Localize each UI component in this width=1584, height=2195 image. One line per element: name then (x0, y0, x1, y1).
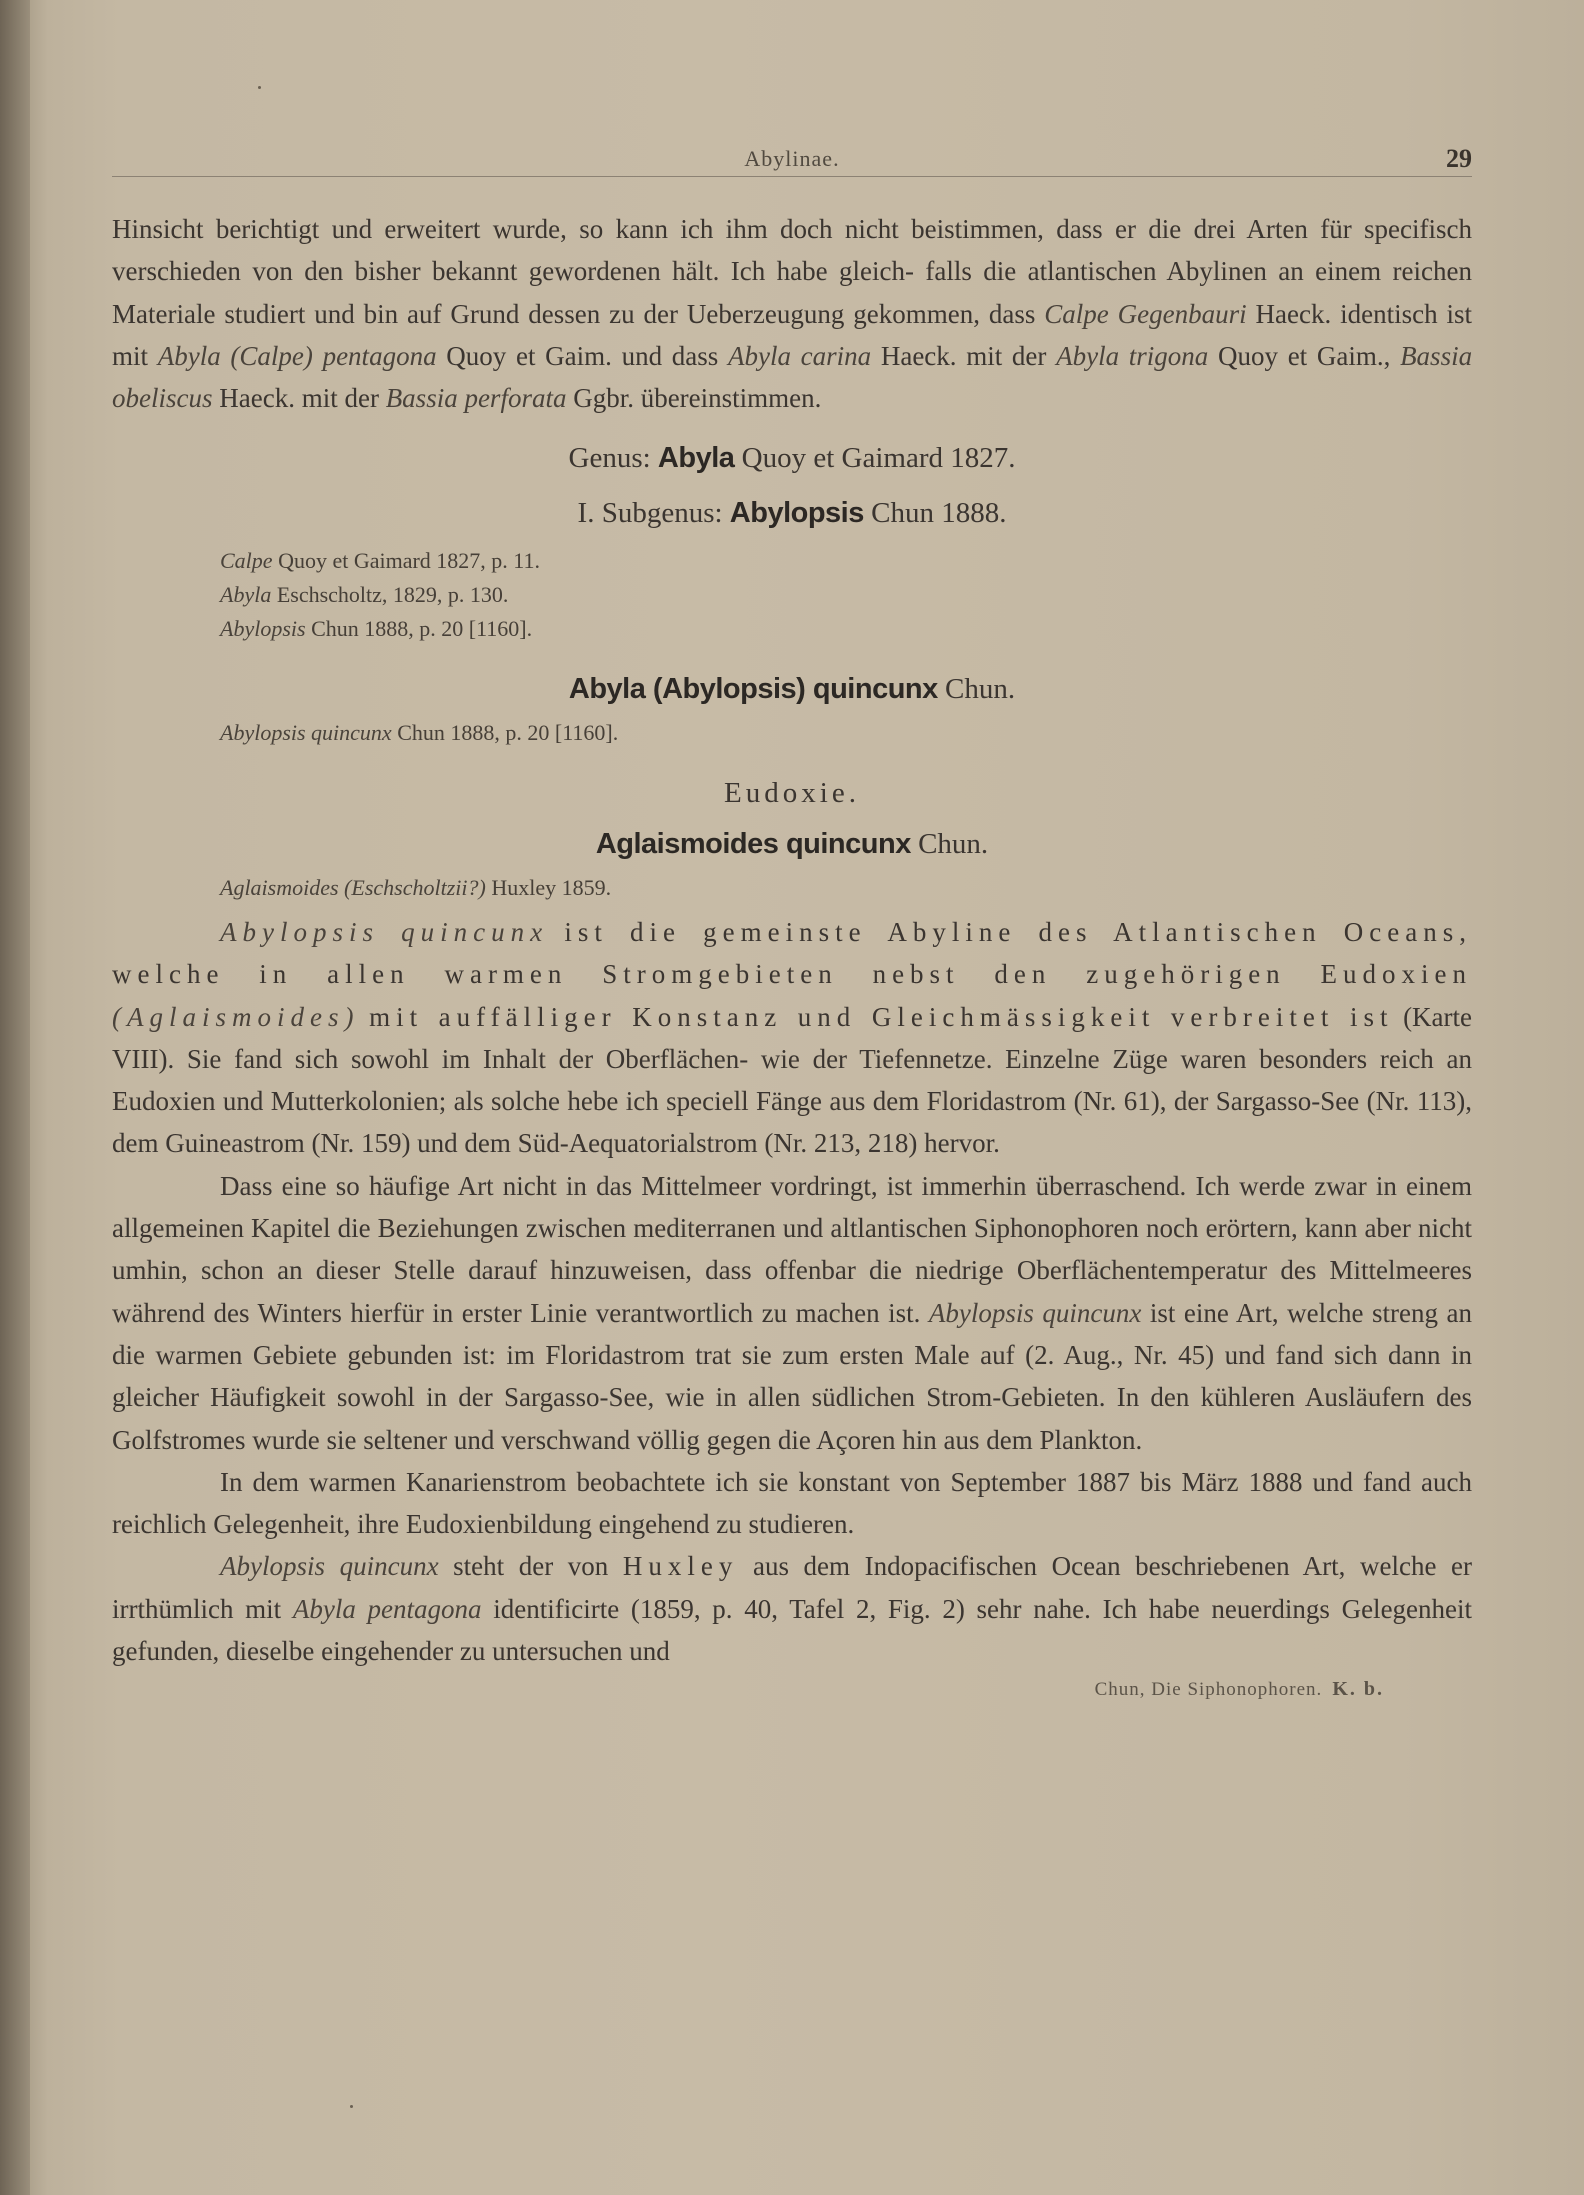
synonym-entry: Abyla Eschscholtz, 1829, p. 130. (220, 582, 509, 608)
speck (258, 86, 261, 89)
synonym-entry: Calpe Quoy et Gaimard 1827, p. 11. (220, 548, 540, 574)
subgenus-heading: I. Subgenus: Abylopsis Chun 1888. (577, 496, 1007, 529)
paragraph-4: Abylopsis quincunx steht der von Huxley aus dem Indopacifischen Ocean beschriebenen Art, welche er irrthümlich mit Abyla pentagona identificirte (1859, p. 40, Tafel 2, Fig. 2) sehr nahe. Ich habe neuerdings Gelegenheit gefunden, dieselbe eingehender zu untersuchen und (112, 1551, 1473, 1667)
intro-paragraph: Hinsicht berichtigt und erweitert wurde, so kann ich ihm doch nicht beistimmen, dass er die drei Arten für specifisch verschieden von den bisher bekannt gewordenen hält. Ich habe gleich- falls die atlantischen Abylinen an einem reichen Materiale studiert und bin auf Grund dessen zu der Ueberzeugung gekommen, dass Calpe Gegenbauri Haeck. identisch ist mit Abyla (Calpe) pentagona Quoy et Gaim. und dass Abyla carina Haeck. mit der Abyla trigona Quoy et Gaim., Bassia obeliscus Haeck. mit der Bassia perforata Ggbr. übereinstimmen. (112, 214, 1473, 414)
footer-signature: Chun, Die Siphonophoren. K. b. (1094, 1678, 1384, 1701)
paragraph-3: In dem warmen Kanarienstrom beobachtete ich sie konstant von September 1887 bis März 1888 und fand auch reichlich Gelegenheit, ihre Eudoxienbildung eingehend zu studieren. (112, 1466, 1472, 1540)
species-heading: Abyla (Abylopsis) quincunx Chun. (568, 673, 1016, 706)
page-number: 29 (1446, 144, 1472, 173)
page-header (112, 146, 1472, 182)
page-body (112, 208, 1472, 1705)
aglaismoides-heading: Aglaismoides quincunx Chun. (595, 827, 989, 860)
synonym-list (220, 544, 1472, 646)
running-title: Abylinae. (744, 146, 840, 171)
eudoxie-heading: Eudoxie. (724, 777, 860, 810)
paragraph-1: Abylopsis quincunx ist die gemeinste Abyline des Atlantischen Oceans, welche in allen warmen Stromgebieten nebst den zugehörigen Eudoxien (Aglaismoides) mit auffälliger Konstanz und Gleichmässigkeit verbreitet ist (Karte VIII). Sie fand sich sowohl im Inhalt der Oberflächen- wie der Tiefennetze. Einzelne Züge waren besonders reich an Eudoxien und Mutterkolonien; als solche hebe ich speciell Fänge aus dem Floridastrom (Nr. 61), der Sargasso-See (Nr. 113), dem Guineastrom (Nr. 159) und dem Süd-Aequatorialstrom (Nr. 213, 218) hervor. (112, 916, 1473, 1159)
speck (350, 2105, 353, 2108)
species-synonym: Abylopsis quincunx Chun 1888, p. 20 [1160]. (220, 720, 619, 746)
aglaismoides-synonym: Aglaismoides (Eschscholtzii?) Huxley 1859. (220, 874, 612, 900)
book-spine-shadow (0, 0, 30, 2195)
header-rule (112, 176, 1472, 177)
genus-heading: Genus: Abyla Quoy et Gaimard 1827. (568, 442, 1016, 475)
paragraph-2: Dass eine so häufige Art nicht in das Mittelmeer vordringt, ist immerhin überraschend. Ich werde zwar in einem allgemeinen Kapitel die Beziehungen zwischen mediterranen und altlantischen Siphonophoren noch erörtern, kann aber nicht umhin, schon an dieser Stelle darauf hinzuweisen, dass offenbar die niedrige Oberflächentemperatur des Mittelmeeres während des Winters hierfür in erster Linie verantwortlich zu machen ist. Abylopsis quincunx ist eine Art, welche streng an die warmen Gebiete gebunden ist: im Floridastrom trat sie zum ersten Male auf (2. Aug., Nr. 45) und fand sich dann in gleicher Häufigkeit sowohl in der Sargasso-See, wie in allen südlichen Strom-Gebieten. In den kühleren Ausläufern des Golfstromes wurde sie seltener und verschwand völlig gegen die Açoren hin aus dem Plankton. (112, 1170, 1473, 1455)
synonym-entry: Abylopsis Chun 1888, p. 20 [1160]. (220, 616, 533, 642)
